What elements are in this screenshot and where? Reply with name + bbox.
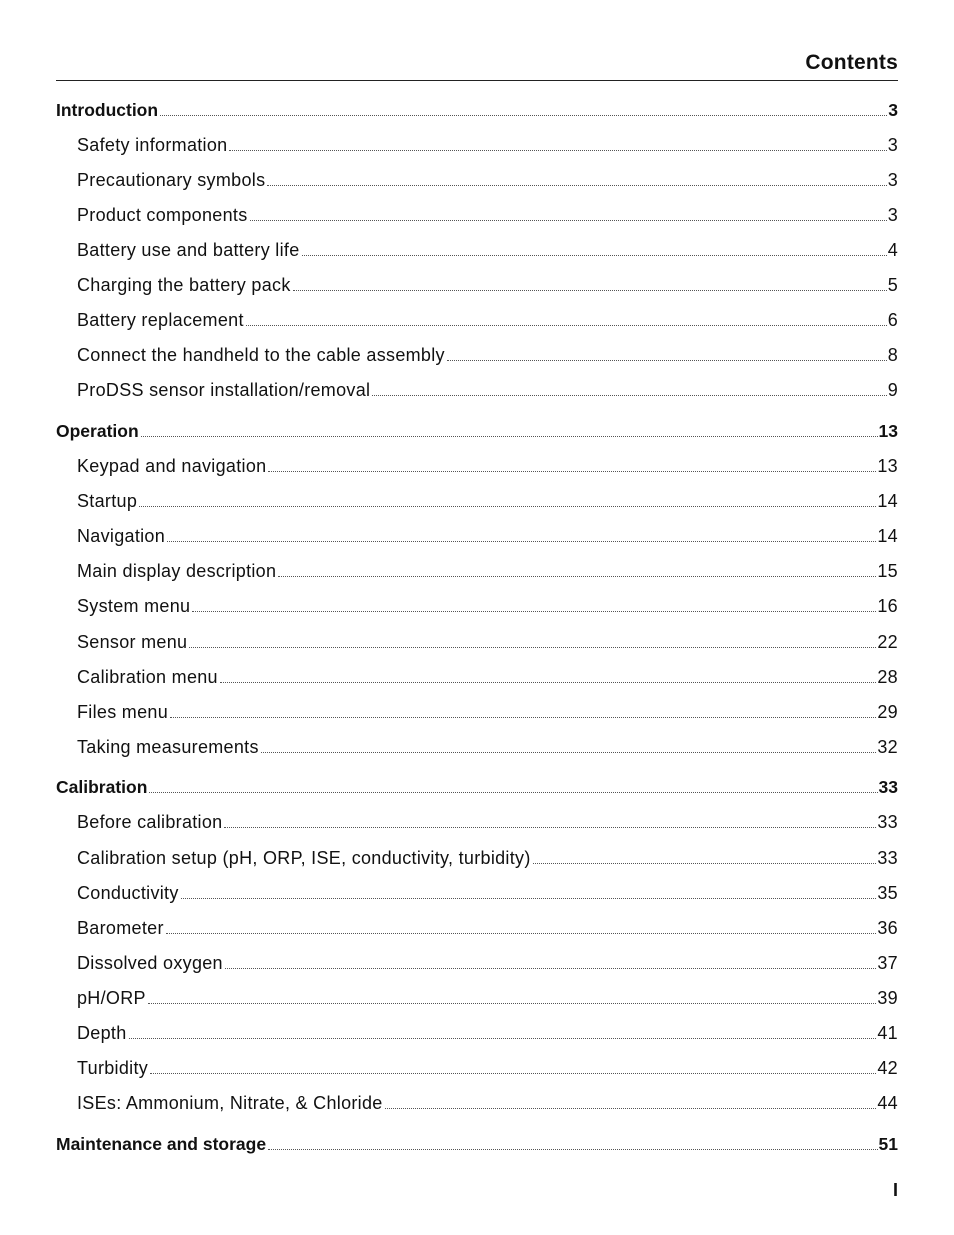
toc-entry-page: 33 <box>877 848 898 868</box>
dot-leader <box>229 150 886 151</box>
toc-entry-page: 4 <box>887 240 898 260</box>
toc-item[interactable] <box>56 843 898 869</box>
page-title: Contents <box>805 51 898 74</box>
toc-entry-page: 3 <box>888 100 898 120</box>
toc-entry-page: 37 <box>877 953 898 973</box>
dot-leader <box>139 506 876 507</box>
toc-entry-title: Taking measurements <box>77 737 259 757</box>
toc-item[interactable] <box>56 270 898 296</box>
toc-entry-title: Files menu <box>77 702 169 722</box>
toc-entry-page: 3 <box>887 205 898 225</box>
toc-entry-page: 36 <box>877 918 898 938</box>
toc-entry-title: Battery use and battery life <box>77 240 300 260</box>
toc-item[interactable] <box>56 235 898 261</box>
toc-entry-page: 35 <box>877 883 898 903</box>
toc-item[interactable] <box>56 878 898 904</box>
toc-item[interactable] <box>56 732 898 758</box>
dot-leader <box>268 1149 877 1150</box>
toc-entry-page: 13 <box>877 456 898 476</box>
dot-leader <box>278 576 876 577</box>
dot-leader <box>192 611 876 612</box>
toc-entry-title: ProDSS sensor installation/removal <box>77 380 371 400</box>
toc-item[interactable] <box>56 948 898 974</box>
toc-entry-page: 33 <box>877 812 898 832</box>
toc-item[interactable] <box>56 486 898 512</box>
dot-leader <box>447 360 887 361</box>
toc-entry-page: 41 <box>877 1023 898 1043</box>
toc-item[interactable] <box>56 662 898 688</box>
toc-entry-page: 39 <box>877 988 898 1008</box>
toc-entry-title: Conductivity <box>77 883 179 903</box>
toc-entry-page: 13 <box>878 421 898 441</box>
toc-entry-title: Sensor menu <box>77 632 188 652</box>
toc-entry-title: Depth <box>77 1023 127 1043</box>
toc-item[interactable] <box>56 165 898 191</box>
page-number: I <box>892 1180 898 1200</box>
dot-leader <box>220 682 877 683</box>
toc-entry-title: Before calibration <box>77 812 223 832</box>
toc-entry-title: ISEs: Ammonium, Nitrate, & Chloride <box>77 1093 383 1113</box>
toc-entry-title: Safety information <box>77 135 228 155</box>
toc-entry-page: 6 <box>887 310 898 330</box>
toc-entry-title: System menu <box>77 596 191 616</box>
dot-leader <box>372 395 886 396</box>
dot-leader <box>302 255 887 256</box>
toc-entry-page: 15 <box>877 561 898 581</box>
dot-leader <box>170 717 876 718</box>
toc-entry-title: Introduction <box>56 100 159 120</box>
toc-item[interactable] <box>56 697 898 723</box>
dot-leader <box>261 752 877 753</box>
toc-entry-title: Battery replacement <box>77 310 244 330</box>
dot-leader <box>268 471 876 472</box>
toc-entry-title: Calibration <box>56 777 148 797</box>
toc-entry-page: 28 <box>877 667 898 687</box>
toc-entry-page: 9 <box>887 380 898 400</box>
toc-entry-title: Main display description <box>77 561 277 581</box>
dot-leader <box>160 115 887 116</box>
toc-section[interactable] <box>56 1129 898 1155</box>
toc-entry-title: Calibration menu <box>77 667 218 687</box>
toc-entry-title: Startup <box>77 491 138 511</box>
toc-entry-page: 3 <box>887 170 898 190</box>
toc-entry-page: 3 <box>887 135 898 155</box>
toc-section[interactable] <box>56 772 898 798</box>
toc-item[interactable] <box>56 305 898 331</box>
dot-leader <box>225 968 877 969</box>
dot-leader <box>267 185 886 186</box>
toc-entry-title: Product components <box>77 205 248 225</box>
toc-entry-page: 8 <box>887 345 898 365</box>
toc-item[interactable] <box>56 1053 898 1079</box>
dot-leader <box>224 827 876 828</box>
toc-entry-page: 51 <box>878 1134 898 1154</box>
dot-leader <box>148 1003 877 1004</box>
toc-item[interactable] <box>56 627 898 653</box>
toc-item[interactable] <box>56 556 898 582</box>
dot-leader <box>250 220 887 221</box>
toc-entry-page: 22 <box>877 632 898 652</box>
dot-leader <box>385 1108 877 1109</box>
toc-item[interactable] <box>56 340 898 366</box>
toc-entry-title: Maintenance and storage <box>56 1134 267 1154</box>
toc-item[interactable] <box>56 983 898 1009</box>
dot-leader <box>166 933 877 934</box>
toc-item[interactable] <box>56 375 898 401</box>
toc-entry-title: Connect the handheld to the cable assembly <box>77 345 445 365</box>
toc-entry-title: Keypad and navigation <box>77 456 267 476</box>
toc-item[interactable] <box>56 130 898 156</box>
toc-item[interactable] <box>56 807 898 833</box>
toc-entry-page: 42 <box>877 1058 898 1078</box>
dot-leader <box>189 647 876 648</box>
toc-entry-title: Barometer <box>77 918 164 938</box>
toc-item[interactable] <box>56 913 898 939</box>
page-header <box>56 50 898 81</box>
toc-entry-page: 33 <box>878 777 898 797</box>
dot-leader <box>181 898 877 899</box>
dot-leader <box>533 863 877 864</box>
toc-entry-page: 32 <box>877 737 898 757</box>
dot-leader <box>150 1073 876 1074</box>
toc-entry-title: pH/ORP <box>77 988 146 1008</box>
toc-entry-page: 14 <box>877 526 898 546</box>
toc-section[interactable] <box>56 416 898 442</box>
dot-leader <box>129 1038 877 1039</box>
dot-leader <box>293 290 887 291</box>
toc-entry-title: Precautionary symbols <box>77 170 266 190</box>
toc-entry-page: 14 <box>877 491 898 511</box>
toc-entry-page: 29 <box>877 702 898 722</box>
toc-item[interactable] <box>56 521 898 547</box>
toc-entry-page: 44 <box>877 1093 898 1113</box>
toc-item[interactable] <box>56 591 898 617</box>
dot-leader <box>149 792 877 793</box>
toc-section[interactable] <box>56 95 898 121</box>
dot-leader <box>167 541 876 542</box>
toc-item[interactable] <box>56 200 898 226</box>
toc-entry-title: Operation <box>56 421 139 441</box>
dot-leader <box>141 436 878 437</box>
toc-entry-page: 5 <box>887 275 898 295</box>
toc-entry-title: Charging the battery pack <box>77 275 291 295</box>
toc-item[interactable] <box>56 1018 898 1044</box>
toc-entry-title: Calibration setup (pH, ORP, ISE, conductivity, turbidity) <box>77 848 531 868</box>
toc-entry-title: Turbidity <box>77 1058 149 1078</box>
toc-entry-title: Navigation <box>77 526 166 546</box>
toc-entry-title: Dissolved oxygen <box>77 953 223 973</box>
toc-entry-page: 16 <box>877 596 898 616</box>
toc-item[interactable] <box>56 1088 898 1114</box>
toc-item[interactable] <box>56 451 898 477</box>
dot-leader <box>246 325 887 326</box>
